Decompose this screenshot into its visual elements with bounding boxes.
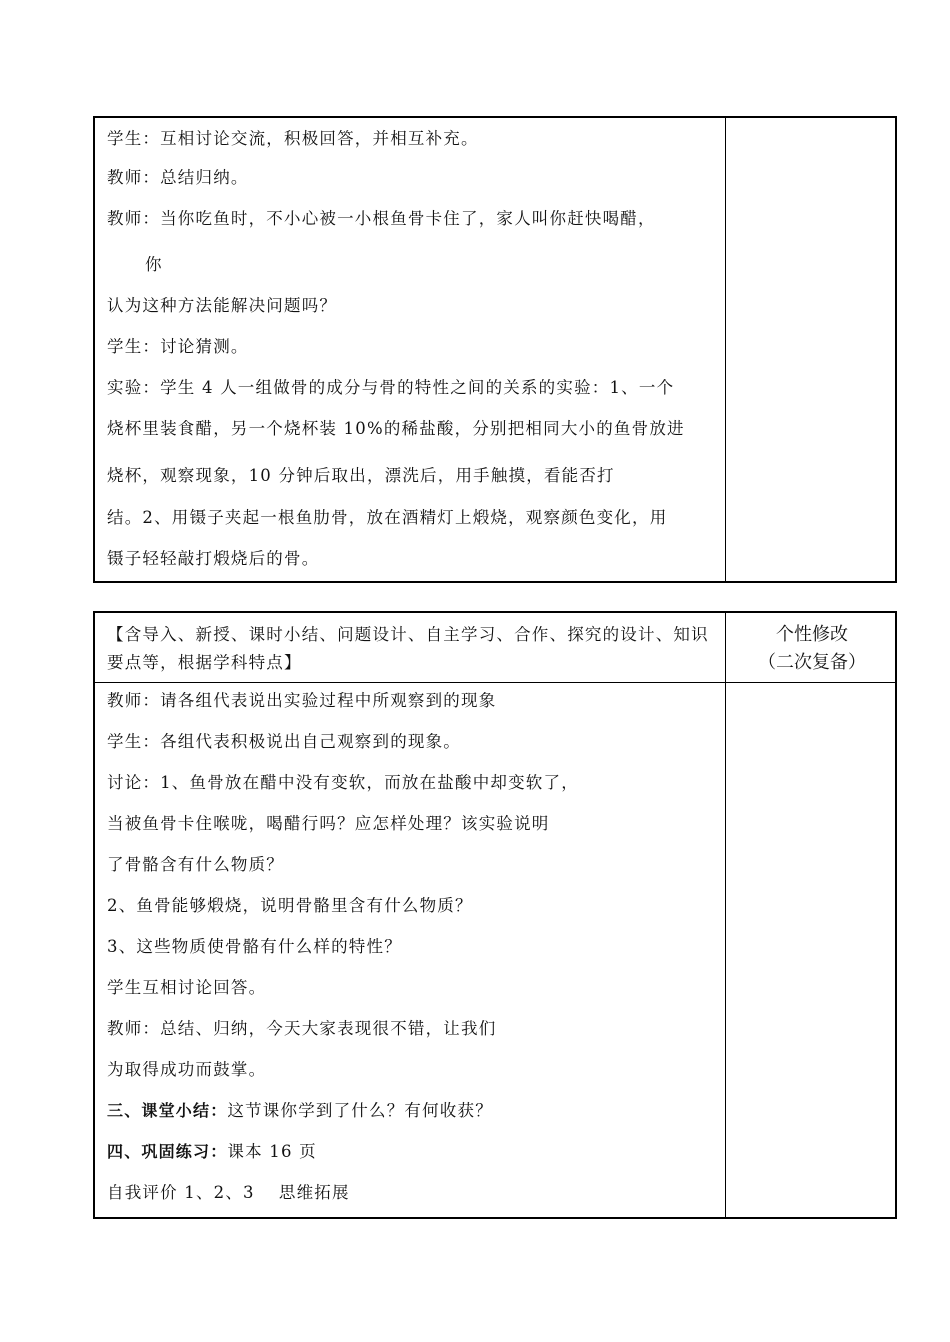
text-line: 教师：总结、归纳，今天大家表现很不错，让我们	[107, 1019, 497, 1038]
table-header: 【含导入、新授、课时小结、问题设计、自主学习、合作、探究的设计、知识要点等，根据学科特点】	[107, 625, 709, 672]
lesson-table-continued	[93, 116, 897, 583]
text-line: 2、鱼骨能够煅烧，说明骨骼里含有什么物质？	[107, 896, 473, 915]
text-line: 实验：学生 4 人一组做骨的成分与骨的特性之间的关系的实验：1、一个	[107, 378, 675, 397]
summary-label: 三、课堂小结：	[107, 1101, 228, 1120]
text-line: 教师：总结归纳。	[107, 168, 249, 187]
text-line: 3、这些物质使骨骼有什么样的特性？	[107, 937, 402, 956]
practice-text: 课本 16 页	[227, 1142, 317, 1161]
text-line: 讨论：1、鱼骨放在醋中没有变软，而放在盐酸中却变软了，	[107, 773, 579, 792]
text-line: 为取得成功而鼓掌。	[107, 1060, 267, 1079]
revision-subtitle: （二次复备）	[758, 652, 866, 673]
practice-line	[107, 1138, 317, 1162]
practice-label: 四、巩固练习：	[107, 1142, 228, 1161]
text-line: 镊子轻轻敲打煅烧后的骨。	[107, 549, 320, 568]
text-line: 烧杯里装食醋，另一个烧杯装 10%的稀盐酸，分别把相同大小的鱼骨放进	[107, 419, 685, 438]
text-line: 自我评价 1、2、3 思维拓展	[107, 1183, 350, 1202]
column-divider	[725, 613, 726, 1217]
header-divider	[95, 682, 895, 683]
text-line: 结。2、用镊子夹起一根鱼肋骨，放在酒精灯上煅烧，观察颜色变化，用	[107, 508, 668, 527]
text-line: 教师：当你吃鱼时，不小心被一小根鱼骨卡住了，家人叫你赶快喝醋，	[107, 209, 656, 228]
summary-text: 这节课你学到了什么？有何收获？	[227, 1101, 493, 1120]
text-line: 学生：各组代表积极说出自己观察到的现象。	[107, 732, 461, 751]
text-line: 学生：讨论猜测。	[107, 337, 249, 356]
column-divider	[725, 118, 726, 581]
revision-title: 个性修改	[776, 624, 848, 645]
text-line: 你	[145, 255, 163, 274]
text-line: 学生：互相讨论交流，积极回答，并相互补充。	[107, 129, 479, 148]
text-line: 烧杯，观察现象，10 分钟后取出，漂洗后，用手触摸，看能否打	[107, 466, 615, 485]
summary-line	[107, 1097, 493, 1121]
text-line: 当被鱼骨卡住喉咙，喝醋行吗？应怎样处理？该实验说明	[107, 814, 550, 833]
text-line: 认为这种方法能解决问题吗？	[107, 296, 338, 315]
text-line: 教师：请各组代表说出实验过程中所观察到的现象	[107, 691, 497, 710]
revision-column-header	[727, 621, 897, 677]
lesson-table	[93, 611, 897, 1219]
text-line: 学生互相讨论回答。	[107, 978, 267, 997]
text-line: 了骨骼含有什么物质？	[107, 855, 284, 874]
